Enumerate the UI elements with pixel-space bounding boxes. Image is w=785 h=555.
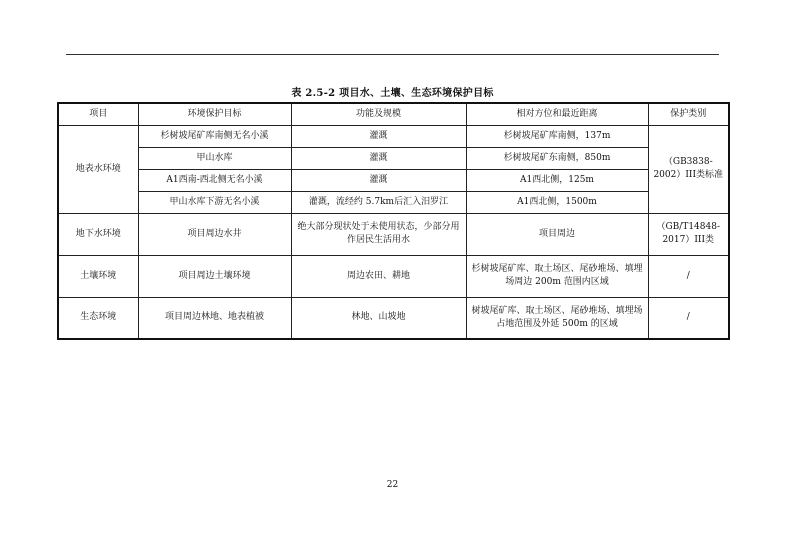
category-ecology: 生态环境: [58, 297, 138, 339]
table-row: [58, 191, 729, 213]
table-row: [58, 297, 729, 339]
category-soil: 土壤环境: [58, 255, 138, 297]
header-class: 保护类别: [648, 103, 729, 125]
function-cell: 周边农田、耕地: [291, 255, 466, 297]
target-cell: A1西南-西北侧无名小溪: [138, 169, 291, 191]
category-surface-water: 地表水环境: [58, 125, 138, 213]
class-ecology: /: [648, 297, 729, 339]
location-cell: 杉树坡尾矿库南侧，137m: [466, 125, 648, 147]
location-cell: 树坡尾矿库、取土场区、尾砂堆场、填埋场占地范围及外延 500m 的区域: [466, 297, 648, 339]
target-cell: 项目周边土壤环境: [138, 255, 291, 297]
header-location: 相对方位和最近距离: [466, 103, 648, 125]
header-rule: [66, 54, 719, 55]
location-cell: 杉树坡尾矿东南侧，850m: [466, 147, 648, 169]
category-groundwater: 地下水环境: [58, 213, 138, 255]
page-number: 22: [386, 480, 399, 490]
function-cell: 灌溉: [291, 169, 466, 191]
location-cell: A1西北侧，125m: [466, 169, 648, 191]
table-title: 表 2.5-2 项目水、土壤、生态环境保护目标: [291, 88, 494, 99]
table-row: [58, 255, 729, 297]
class-surface-water: （GB3838-2002）III类标准: [648, 125, 729, 213]
target-cell: 甲山水库: [138, 147, 291, 169]
function-cell: 灌溉: [291, 125, 466, 147]
function-cell: 绝大部分现状处于未使用状态，少部分用作居民生活用水: [291, 213, 466, 255]
location-cell: 项目周边: [466, 213, 648, 255]
function-cell: 灌溉，流经约 5.7km后汇入汨罗江: [291, 191, 466, 213]
table-row: [58, 169, 729, 191]
class-groundwater: （GB/T14848-2017）III类: [648, 213, 729, 255]
target-cell: 甲山水库下游无名小溪: [138, 191, 291, 213]
target-cell: 项目周边林地、地表植被: [138, 297, 291, 339]
table-row: [58, 213, 729, 255]
location-cell: 杉树坡尾矿库、取土场区、尾砂堆场、填埋场周边 200m 范围内区域: [466, 255, 648, 297]
table-row: [58, 125, 729, 147]
header-target: 环境保护目标: [138, 103, 291, 125]
header-function: 功能及规模: [291, 103, 466, 125]
class-soil: /: [648, 255, 729, 297]
protection-targets-table: [57, 102, 730, 340]
header-item: 项目: [58, 103, 138, 125]
target-cell: 项目周边水井: [138, 213, 291, 255]
table-row: [58, 147, 729, 169]
function-cell: 林地、山坡地: [291, 297, 466, 339]
table-header-row: [58, 103, 729, 125]
target-cell: 杉树坡尾矿库南侧无名小溪: [138, 125, 291, 147]
location-cell: A1西北侧，1500m: [466, 191, 648, 213]
function-cell: 灌溉: [291, 147, 466, 169]
